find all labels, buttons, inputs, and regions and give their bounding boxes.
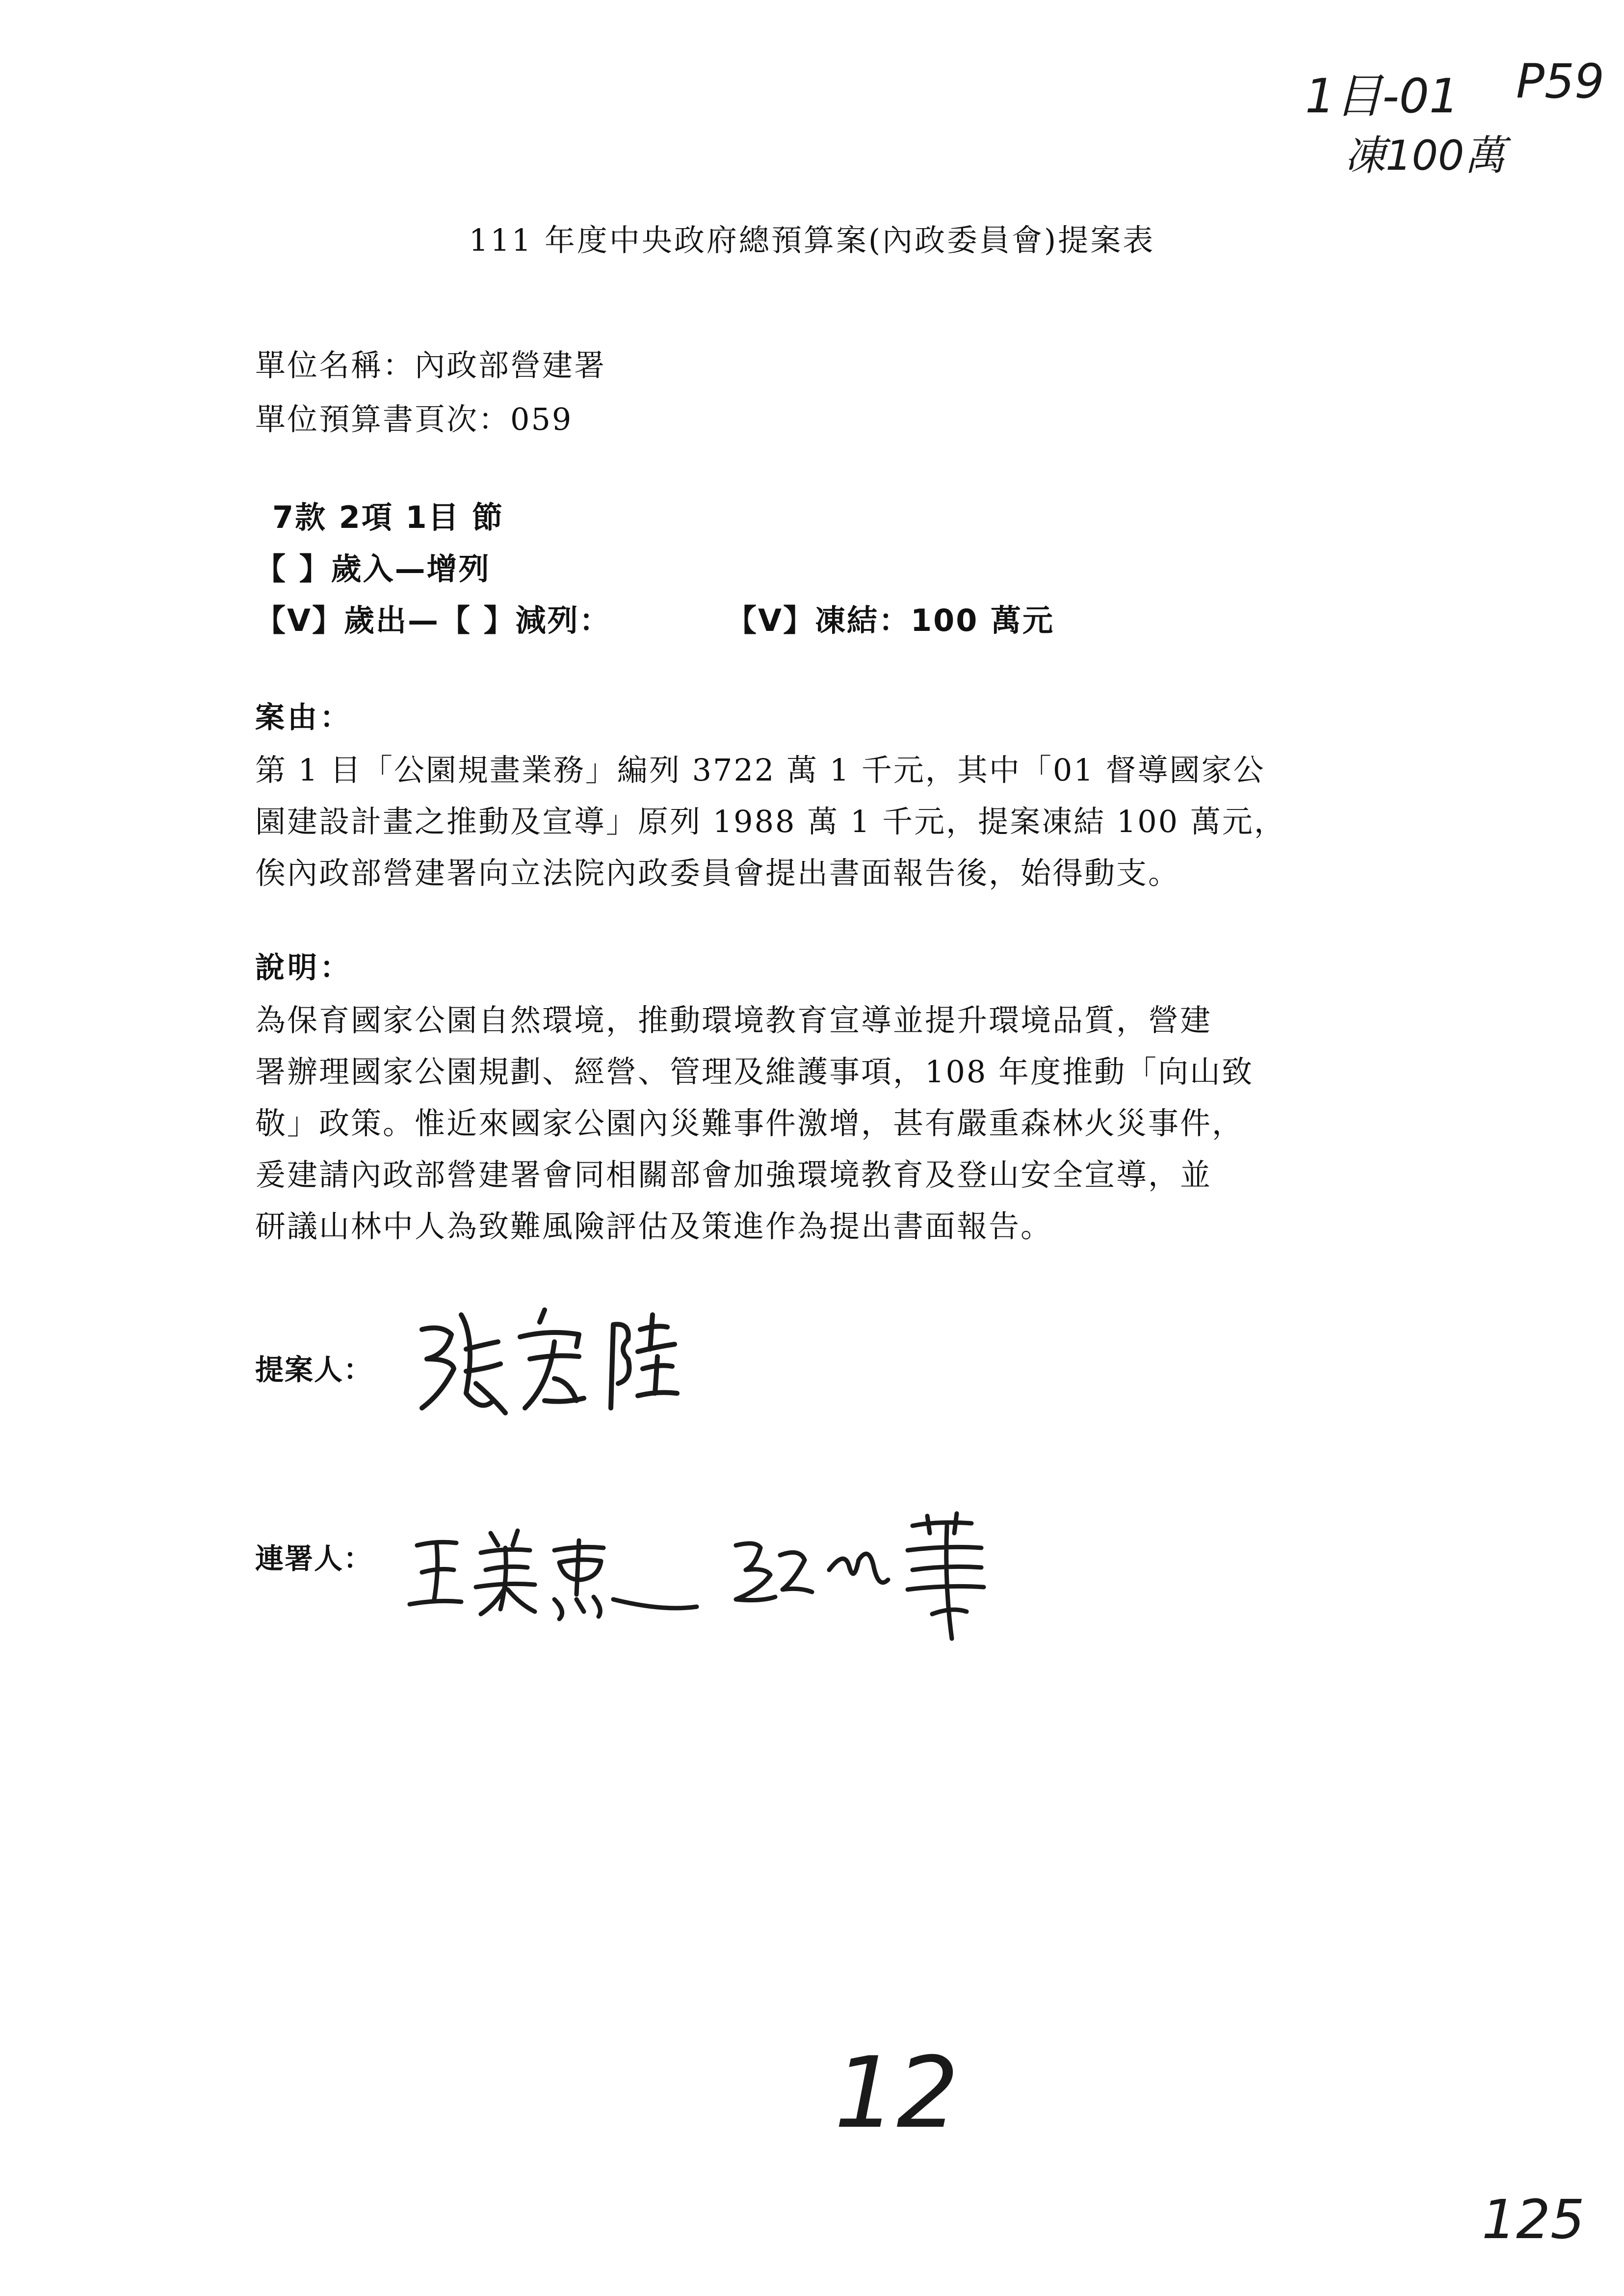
explanation-line: 敬」政策。惟近來國家公園內災難事件激增，甚有嚴重森林火災事件， [255,1105,1244,1141]
page-number: 12 [834,2036,959,2150]
cosigner-signature-2 [726,1506,1060,1644]
unit-page-label: 單位預算書頁次： [255,401,511,437]
annotation-item-ref: 1目-01 [1305,69,1459,124]
proposer-signature [407,1295,682,1423]
corner-number: 125 [1482,2188,1585,2251]
unit-name-value: 內政部營建署 [415,347,606,383]
unit-page-row [255,395,573,439]
cosigners-label: 連署人： [255,1542,373,1575]
explanation-line: 研議山林中人為致難風險評估及策進作為提出書面報告。 [255,1208,1053,1244]
expense-line: 【V】歲出—【 】減列： [255,602,611,638]
proposer-label: 提案人： [255,1353,373,1386]
reason-label: 案由： [255,701,352,735]
reason-line: 第 1 目「公園規畫業務」編列 3722 萬 1 千元，其中「01 督導國家公 [255,752,1265,788]
budget-item-line: 7款 2項 1目 節 [272,499,504,535]
unit-name-label: 單位名稱： [255,347,415,383]
reason-line: 俟內政部營建署向立法院內政委員會提出書面報告後，始得動支。 [255,855,1180,891]
page-title: 111 年度中央政府總預算案(內政委員會)提案表 [469,222,1155,258]
annotation-freeze-ref: 凍100萬 [1344,131,1506,180]
annotation-page-ref: P59 [1516,54,1605,109]
unit-name-row [255,341,606,385]
unit-page-value: 059 [510,401,573,437]
reason-line: 園建設計畫之推動及宣導」原列 1988 萬 1 千元，提案凍結 100 萬元， [255,804,1286,839]
cosigner-signature-1 [407,1526,702,1624]
explanation-label: 說明： [255,951,352,985]
explanation-line: 署辦理國家公園規劃、經營、管理及維護事項，108 年度推動「向山致 [255,1054,1254,1090]
freeze-line: 【V】凍結：100 萬元 [726,602,1054,638]
revenue-line: 【 】歲入—增列 [255,551,491,587]
explanation-line: 爰建請內政部營建署會同相關部會加強環境教育及登山安全宣導，並 [255,1157,1212,1193]
explanation-line: 為保育國家公園自然環境，推動環境教育宣導並提升環境品質，營建 [255,1002,1212,1038]
